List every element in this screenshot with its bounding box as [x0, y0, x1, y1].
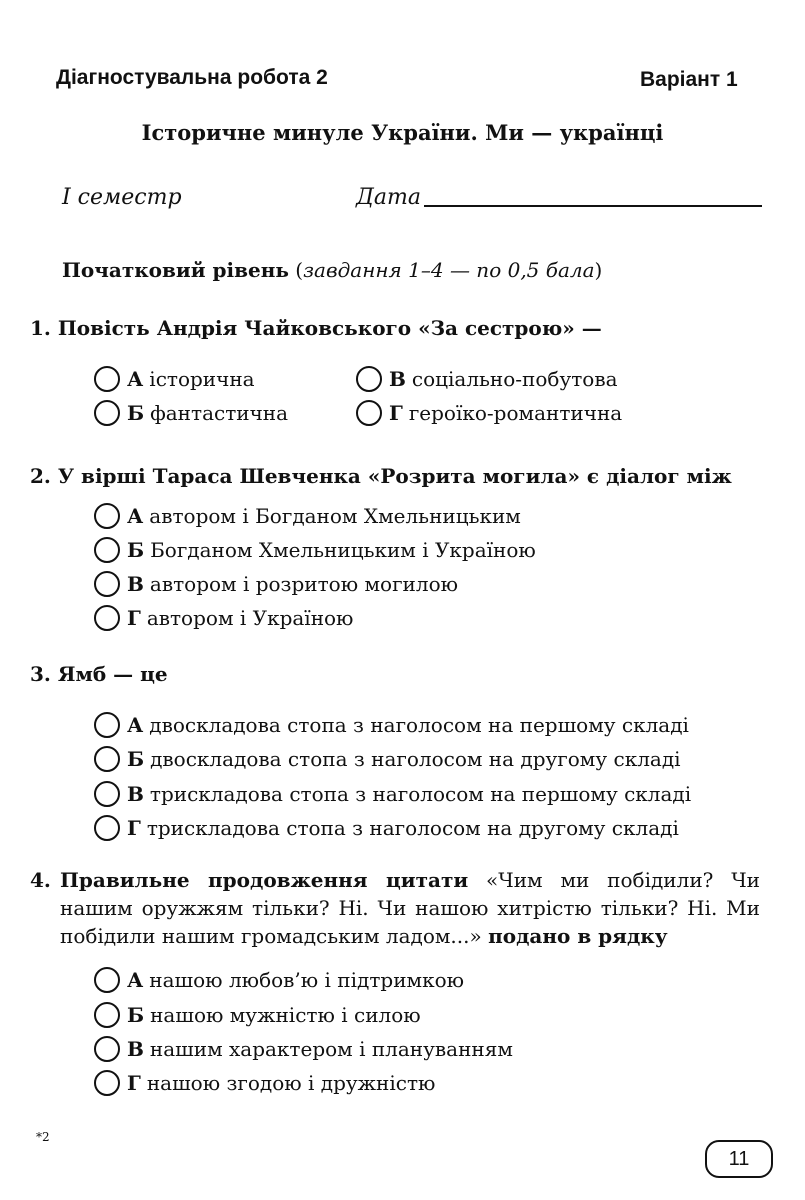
option-text: автором і Україною [146, 606, 354, 630]
option-letter: В [127, 1037, 144, 1061]
option-text: Богданом Хмельницьким і Україною [150, 538, 536, 562]
level-heading: Початковий рівень (завдання 1–4 — по 0,5 бала) [62, 258, 603, 282]
option-letter: Б [127, 538, 145, 562]
question-1 [30, 316, 602, 340]
option-letter: А [127, 367, 144, 391]
footnote: *2 [36, 1130, 50, 1144]
answer-option[interactable] [94, 779, 691, 809]
option-text: героїко-романтична [408, 401, 623, 425]
answer-option[interactable] [94, 744, 681, 774]
answer-option[interactable] [356, 398, 622, 428]
radio-circle-icon[interactable] [356, 400, 382, 426]
question-2 [30, 464, 732, 488]
question-text-end: подано в рядку [488, 924, 668, 948]
radio-circle-icon[interactable] [94, 605, 120, 631]
option-letter: В [389, 367, 406, 391]
question-number: 2. [30, 464, 51, 488]
option-letter: Г [127, 1071, 141, 1095]
option-letter: А [127, 504, 144, 528]
page-number-value: 11 [728, 1147, 750, 1170]
answer-option[interactable] [94, 1068, 435, 1098]
option-text: нашою мужністю і силою [150, 1003, 421, 1027]
answer-option[interactable] [94, 710, 689, 740]
question-quote: «Чим ми побідили? Чи нашим оружжям тільки? Ні. Чи нашою хитрістю тільки? Ні. Ми побідили нашим громадським ладом...» [60, 868, 761, 948]
option-text: соціально-побутова [411, 367, 618, 391]
question-text: Повість Андрія Чайковського «За сестрою» — [57, 316, 602, 340]
option-text: трискладова стопа з наголосом на другому складі [146, 816, 679, 840]
radio-circle-icon[interactable] [94, 1036, 120, 1062]
option-letter: В [127, 572, 144, 596]
option-letter: Б [127, 747, 145, 771]
radio-circle-icon[interactable] [94, 400, 120, 426]
question-text: У вірші Тараса Шевченка «Розрита могила» є діалог між [57, 464, 732, 488]
option-letter: Г [127, 606, 141, 630]
option-letter: Г [389, 401, 403, 425]
option-letter: А [127, 968, 144, 992]
option-letter: Б [127, 1003, 145, 1027]
question-number: 1. [30, 316, 51, 340]
option-text: фантастична [150, 401, 289, 425]
radio-circle-icon[interactable] [94, 503, 120, 529]
radio-circle-icon[interactable] [94, 712, 120, 738]
option-letter: Г [127, 816, 141, 840]
date-label: Дата [356, 185, 421, 210]
answer-option[interactable] [94, 535, 536, 565]
radio-circle-icon[interactable] [94, 781, 120, 807]
option-text: нашою любов’ю і підтримкою [149, 968, 465, 992]
radio-circle-icon[interactable] [94, 815, 120, 841]
level-name: Початковий рівень [62, 258, 289, 282]
radio-circle-icon[interactable] [94, 1070, 120, 1096]
option-text: автором і розритою могилою [149, 572, 459, 596]
answer-option[interactable] [94, 1000, 421, 1030]
work-title: Діагностувальна робота 2 [56, 66, 328, 89]
page-title: Історичне минуле України. Ми — українці [141, 120, 664, 145]
radio-circle-icon[interactable] [94, 967, 120, 993]
option-letter: Б [127, 401, 145, 425]
question-text-start: Правильне продовження цитати [60, 868, 469, 892]
answer-option[interactable] [94, 603, 353, 633]
radio-circle-icon[interactable] [94, 366, 120, 392]
question-number: 4. [30, 868, 51, 892]
option-text: двоскладова стопа з наголосом на першому складі [149, 713, 689, 737]
question-3 [30, 662, 168, 686]
answer-option[interactable] [94, 965, 464, 995]
answer-option[interactable] [94, 813, 679, 843]
option-text: трискладова стопа з наголосом на першому складі [149, 782, 692, 806]
radio-circle-icon[interactable] [356, 366, 382, 392]
option-text: нашим характером і плануванням [149, 1037, 513, 1061]
answer-option[interactable] [94, 398, 288, 428]
answer-option[interactable] [94, 569, 458, 599]
page-number [705, 1140, 773, 1178]
question-text: Ямб — це [57, 662, 168, 686]
radio-circle-icon[interactable] [94, 537, 120, 563]
level-note: завдання 1–4 — по 0,5 бала [303, 258, 595, 282]
option-letter: В [127, 782, 144, 806]
question-text [60, 866, 760, 950]
option-letter: А [127, 713, 144, 737]
radio-circle-icon[interactable] [94, 1002, 120, 1028]
option-text: двоскладова стопа з наголосом на другому складі [150, 747, 681, 771]
question-number: 3. [30, 662, 51, 686]
radio-circle-icon[interactable] [94, 746, 120, 772]
answer-option[interactable] [94, 501, 521, 531]
option-text: історична [149, 367, 255, 391]
answer-option[interactable] [94, 1034, 513, 1064]
answer-option[interactable] [94, 364, 255, 394]
radio-circle-icon[interactable] [94, 571, 120, 597]
question-4 [30, 866, 760, 950]
option-text: автором і Богданом Хмельницьким [149, 504, 521, 528]
date-field-line[interactable] [424, 205, 762, 207]
semester-label: І семестр [62, 185, 182, 210]
option-text: нашою згодою і дружністю [146, 1071, 436, 1095]
variant-label: Варіант 1 [640, 68, 738, 91]
answer-option[interactable] [356, 364, 618, 394]
